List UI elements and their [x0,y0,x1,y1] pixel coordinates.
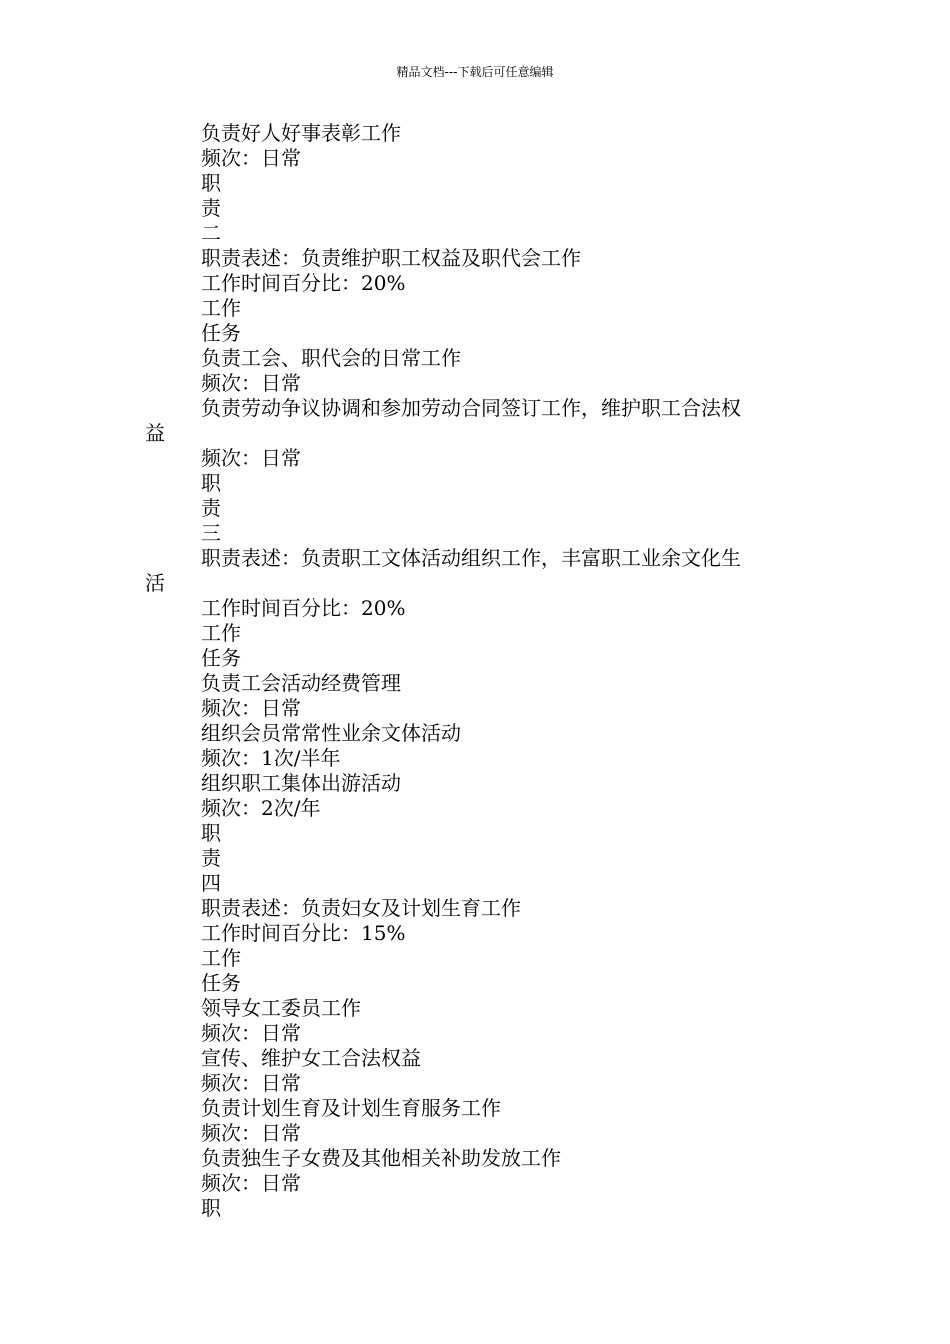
text-line: 职责表述：负责维护职工权益及职代会工作 [201,246,581,270]
text-line: 频次：日常 [201,1021,301,1045]
text-line: 任务 [201,971,241,995]
text-line: 频次：日常 [201,446,301,470]
text-line: 频次：2次/年 [201,796,321,820]
text-line: 负责独生子女费及其他相关补助发放工作 [201,1146,561,1170]
page-header: 精品文档---下载后可任意编辑 [396,65,554,79]
text-line: 责 [201,496,221,520]
text-line: 职 [201,821,221,845]
text-line: 宣传、维护女工合法权益 [201,1046,421,1070]
text-line: 工作 [201,296,241,320]
text-line: 责 [201,846,221,870]
text-line: 职 [201,471,221,495]
text-line: 活 [145,571,165,595]
text-line: 频次：日常 [201,146,301,170]
text-line: 三 [201,521,221,545]
text-line: 组织会员常常性业余文体活动 [201,721,461,745]
text-line: 负责工会、职代会的日常工作 [201,346,461,370]
text-line: 任务 [201,321,241,345]
text-line: 工作时间百分比：15% [201,921,406,945]
text-line: 频次：日常 [201,1121,301,1145]
text-line: 频次：日常 [201,696,301,720]
document-body [0,121,950,1221]
text-line: 频次：日常 [201,1171,301,1195]
text-line: 职 [201,1196,221,1220]
text-line: 四 [201,871,221,895]
text-line: 工作时间百分比：20% [201,596,406,620]
text-line: 频次：1次/半年 [201,746,341,770]
text-line: 任务 [201,646,241,670]
text-line: 益 [145,421,165,445]
text-line: 领导女工委员工作 [201,996,361,1020]
text-line: 职责表述：负责职工文体活动组织工作，丰富职工业余文化生 [201,546,741,570]
text-line: 负责好人好事表彰工作 [201,121,401,145]
text-line: 工作 [201,621,241,645]
text-line: 负责计划生育及计划生育服务工作 [201,1096,501,1120]
text-line: 频次：日常 [201,1071,301,1095]
text-line: 负责工会活动经费管理 [201,671,401,695]
text-line: 职 [201,171,221,195]
text-line: 负责劳动争议协调和参加劳动合同签订工作，维护职工合法权 [201,396,741,420]
text-line: 组织职工集体出游活动 [201,771,401,795]
text-line: 职责表述：负责妇女及计划生育工作 [201,896,521,920]
text-line: 工作 [201,946,241,970]
text-line: 工作时间百分比：20% [201,271,406,295]
text-line: 频次：日常 [201,371,301,395]
text-line: 二 [201,221,221,245]
text-line: 责 [201,196,221,220]
